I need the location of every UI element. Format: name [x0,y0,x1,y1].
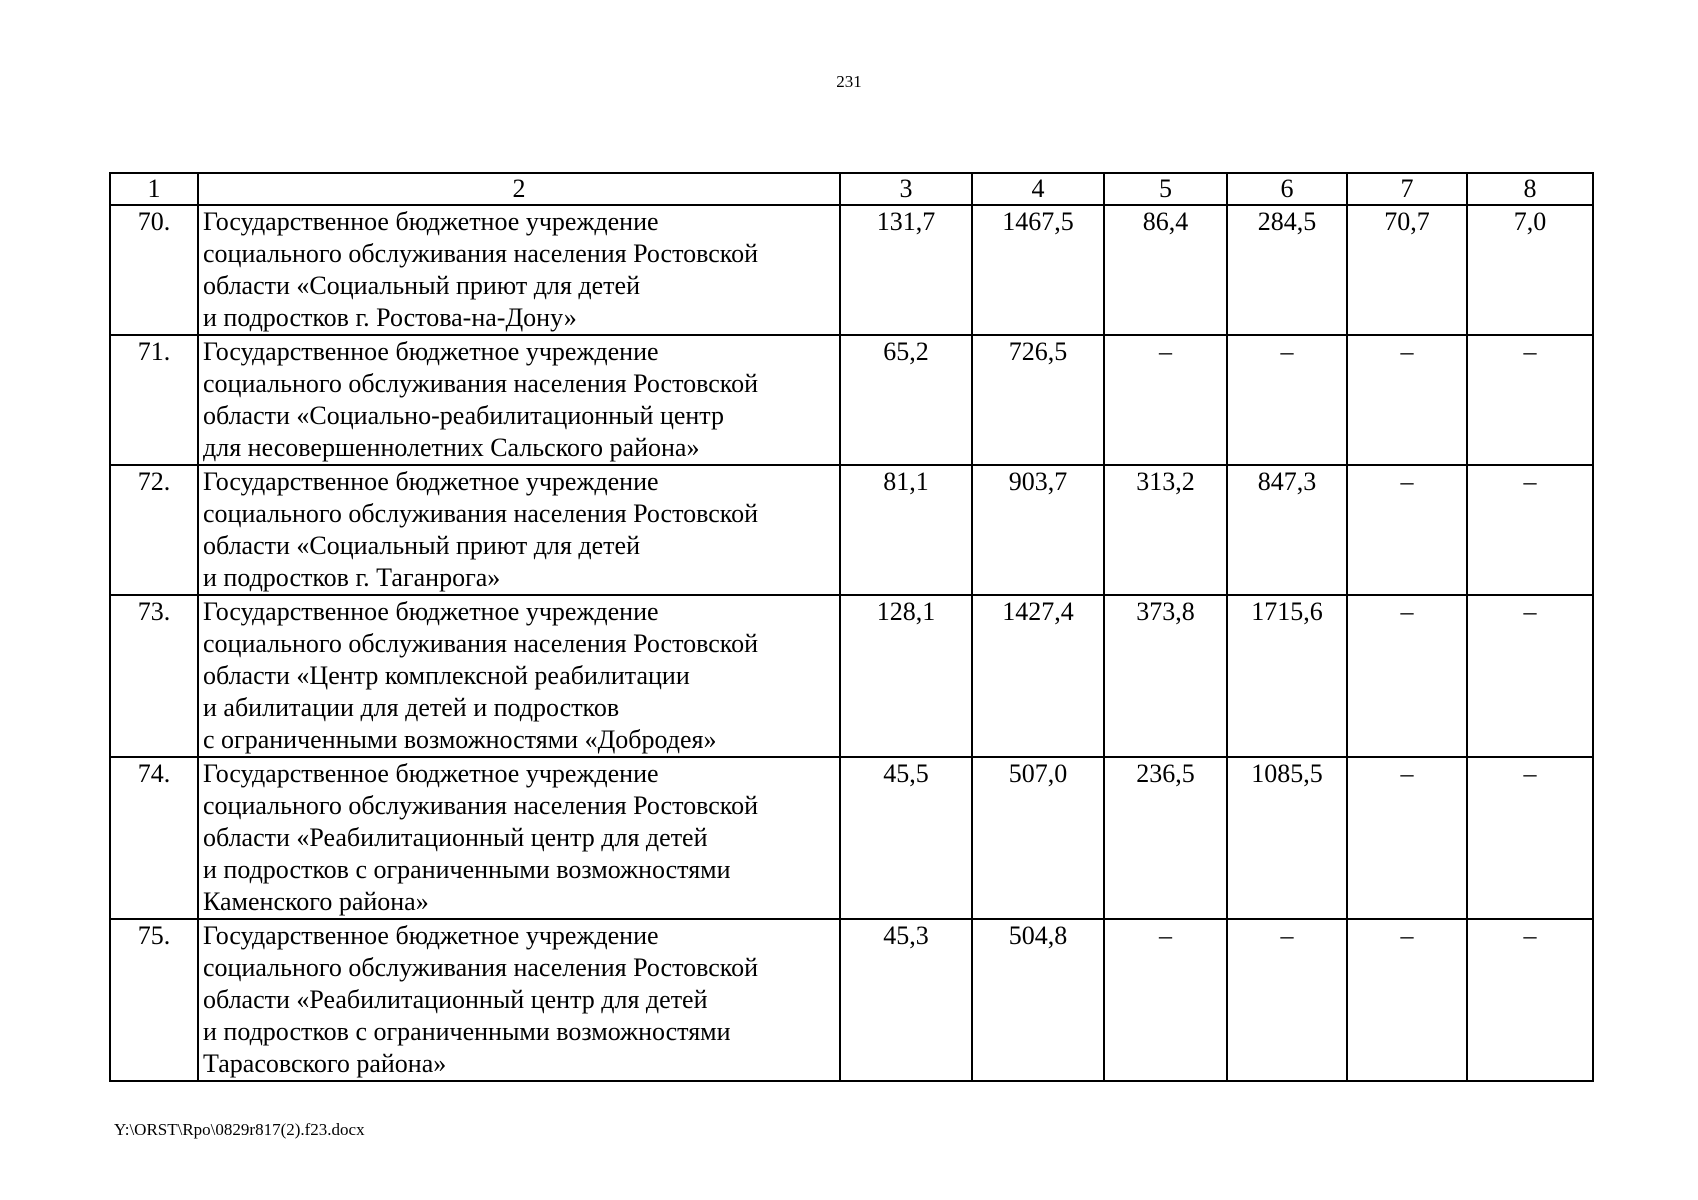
value-cell-col-7: 70,7 [1347,205,1467,335]
table-row [110,205,1593,335]
institution-name-line: Государственное бюджетное учреждение [203,759,659,788]
value-cell-col-3: 131,7 [840,205,972,335]
institution-name-line: Государственное бюджетное учреждение [203,207,659,236]
value-cell-col-6: 1715,6 [1227,595,1347,757]
column-header-4: 4 [972,173,1104,205]
institution-name-line: и подростков с ограниченными возможностями [203,1017,731,1046]
institution-name-line: социального обслуживания населения Ростовской [203,369,759,398]
table-row [110,595,1593,757]
institution-name-line: для несовершеннолетних Сальского района» [203,433,700,462]
value-cell-col-5: 236,5 [1104,757,1227,919]
value-cell-col-4: 1427,4 [972,595,1104,757]
institution-name [198,757,840,919]
row-number: 72. [110,465,198,595]
value-cell-col-4: 504,8 [972,919,1104,1081]
value-cell-col-5: 313,2 [1104,465,1227,595]
institution-name-line: Государственное бюджетное учреждение [203,467,659,496]
value-cell-col-3: 81,1 [840,465,972,595]
value-cell-col-3: 45,3 [840,919,972,1081]
value-cell-col-5: 86,4 [1104,205,1227,335]
institution-name-line: социального обслуживания населения Ростовской [203,499,759,528]
row-number: 74. [110,757,198,919]
value-cell-col-5: – [1104,919,1227,1081]
institution-name [198,919,840,1081]
column-header-7: 7 [1347,173,1467,205]
file-path: Y:\ORST\Rpo\0829r817(2).f23.docx [114,1120,365,1139]
value-cell-col-6: 1085,5 [1227,757,1347,919]
institution-name-line: области «Социально-реабилитационный центр [203,401,724,430]
row-number: 71. [110,335,198,465]
row-number: 75. [110,919,198,1081]
column-header-8: 8 [1467,173,1593,205]
value-cell-col-5: – [1104,335,1227,465]
page-number: 231 [836,72,862,91]
value-cell-col-8: – [1467,919,1593,1081]
value-cell-col-3: 128,1 [840,595,972,757]
column-header-2: 2 [198,173,840,205]
institution-name-line: Государственное бюджетное учреждение [203,597,659,626]
institution-name [198,595,840,757]
header-row [110,173,1593,205]
institution-name-line: социального обслуживания населения Ростовской [203,239,759,268]
value-cell-col-4: 507,0 [972,757,1104,919]
value-cell-col-7: – [1347,919,1467,1081]
value-cell-col-7: – [1347,465,1467,595]
institution-name-line: области «Социальный приют для детей [203,271,640,300]
value-cell-col-7: – [1347,335,1467,465]
institution-name-line: Государственное бюджетное учреждение [203,337,659,366]
institution-name-line: Государственное бюджетное учреждение [203,921,659,950]
institution-name-line: социального обслуживания населения Ростовской [203,953,759,982]
institution-name [198,465,840,595]
value-cell-col-6: 284,5 [1227,205,1347,335]
row-number: 70. [110,205,198,335]
column-header-1: 1 [110,173,198,205]
value-cell-col-4: 903,7 [972,465,1104,595]
institution-name-line: и абилитации для детей и подростков [203,693,620,722]
table-row [110,919,1593,1081]
value-cell-col-5: 373,8 [1104,595,1227,757]
institution-name [198,335,840,465]
institution-name-line: Тарасовского района» [203,1049,447,1078]
institution-name-line: Каменского района» [203,887,429,916]
institution-name-line: области «Социальный приют для детей [203,531,640,560]
table-body [110,205,1593,1081]
column-header-6: 6 [1227,173,1347,205]
value-cell-col-8: – [1467,595,1593,757]
column-header-3: 3 [840,173,972,205]
data-table [109,172,1594,1082]
row-number: 73. [110,595,198,757]
value-cell-col-7: – [1347,757,1467,919]
table-row [110,335,1593,465]
institution-name-line: социального обслуживания населения Ростовской [203,791,759,820]
institution-name-line: области «Центр комплексной реабилитации [203,661,690,690]
value-cell-col-6: – [1227,335,1347,465]
value-cell-col-8: – [1467,757,1593,919]
column-header-5: 5 [1104,173,1227,205]
table-row [110,757,1593,919]
institution-name-line: и подростков г. Ростова-на-Дону» [203,303,577,332]
institution-name-line: области «Реабилитационный центр для детей [203,823,708,852]
value-cell-col-8: – [1467,465,1593,595]
value-cell-col-4: 1467,5 [972,205,1104,335]
value-cell-col-6: 847,3 [1227,465,1347,595]
table-row [110,465,1593,595]
value-cell-col-6: – [1227,919,1347,1081]
institution-name-line: социального обслуживания населения Ростовской [203,629,759,658]
institution-name-line: и подростков с ограниченными возможностями [203,855,731,884]
value-cell-col-7: – [1347,595,1467,757]
institution-name [198,205,840,335]
value-cell-col-8: 7,0 [1467,205,1593,335]
institution-name-line: и подростков г. Таганрога» [203,563,501,592]
value-cell-col-3: 45,5 [840,757,972,919]
value-cell-col-3: 65,2 [840,335,972,465]
institution-name-line: области «Реабилитационный центр для детей [203,985,708,1014]
value-cell-col-8: – [1467,335,1593,465]
institution-name-line: с ограниченными возможностями «Добродея» [203,725,717,754]
value-cell-col-4: 726,5 [972,335,1104,465]
